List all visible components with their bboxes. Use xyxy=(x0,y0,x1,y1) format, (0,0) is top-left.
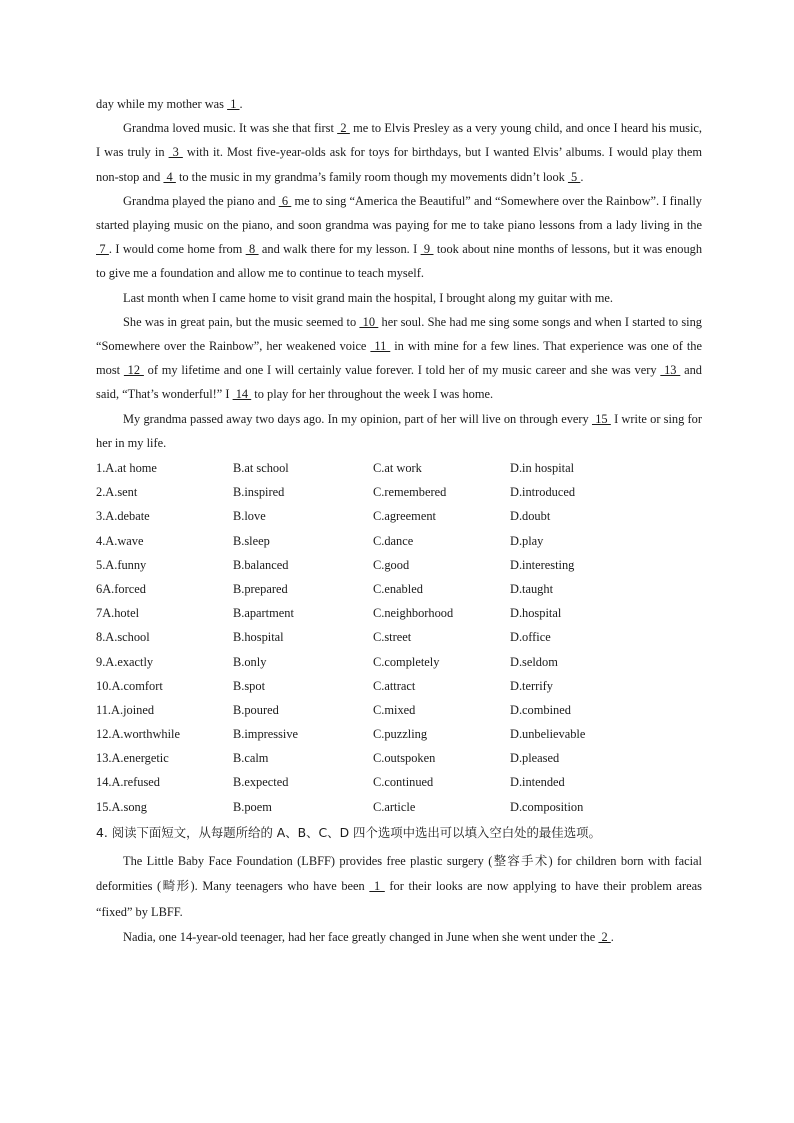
option-row xyxy=(96,601,702,625)
blank-1: 1 xyxy=(227,97,240,111)
document-page xyxy=(96,92,702,951)
blank-7: 7 xyxy=(96,242,109,257)
option-c: C.outspoken xyxy=(373,751,436,766)
option-d: D.hospital xyxy=(510,606,562,621)
option-b: B.expected xyxy=(233,775,289,790)
option-d: D.pleased xyxy=(510,751,560,766)
option-c: C.continued xyxy=(373,775,434,790)
option-c: C.article xyxy=(373,799,416,814)
option-row xyxy=(96,795,702,819)
option-c: C.street xyxy=(373,630,412,645)
option-d: D.unbelievable xyxy=(510,727,586,742)
option-b: B.inspired xyxy=(233,485,285,500)
option-b: B.hospital xyxy=(233,630,284,645)
option-a: 15.A.song xyxy=(96,799,147,814)
option-a: 3.A.debate xyxy=(96,509,150,524)
option-row xyxy=(96,722,702,746)
option-b: B.poem xyxy=(233,799,272,814)
passage-paragraph-3: Last month when I came home to visit grand main the hospital, I brought along my guitar with me. xyxy=(123,290,614,305)
blank-13: 13 xyxy=(660,363,681,378)
option-d: D.introduced xyxy=(510,485,576,500)
option-row xyxy=(96,650,702,674)
option-a: 10.A.comfort xyxy=(96,678,163,693)
option-d: D.office xyxy=(510,630,551,645)
option-row xyxy=(96,480,702,504)
option-a: 7A.hotel xyxy=(96,606,140,621)
option-b: B.only xyxy=(233,654,267,669)
section-4-paragraph-2: Nadia, one 14-year-old teenager, had her face greatly changed in June when she went under the 2 . xyxy=(123,930,614,945)
passage-paragraph-1: Grandma loved music. It was she that first 2 me to Elvis Presley as a very young child, and once I heard his music, I was truly in 3 with it. Most five-year-olds ask for toys for birthdays, but I wanted Elvis’ albums. I would play them non-stop and 4 to the music in my grandma’s family room though my movements didn’t look 5 . xyxy=(96,121,702,184)
option-row xyxy=(96,770,702,794)
option-row xyxy=(96,577,702,601)
blank-12: 12 xyxy=(123,363,144,378)
option-c: C.good xyxy=(373,557,410,572)
option-a: 11.A.joined xyxy=(96,702,155,717)
option-d: D.combined xyxy=(510,702,571,717)
passage-paragraph-2: Grandma played the piano and 6 me to sing “America the Beautiful” and “Somewhere over the Rainbow”. I finally started playing music on the piano, and soon grandma was paying for me to take piano lessons from a lady living in the 7 . I would come home from 8 and walk there for my lesson. I 9 took about nine months of lessons, but it was enough to give me a foundation and allow me to continue to teach myself. xyxy=(96,193,703,281)
option-d: D.terrify xyxy=(510,678,554,693)
option-b: B.sleep xyxy=(233,533,270,548)
option-b: B.poured xyxy=(233,702,279,717)
option-d: D.composition xyxy=(510,799,584,814)
option-row xyxy=(96,746,702,770)
section-4-paragraph-1: The Little Baby Face Foundation (LBFF) provides free plastic surgery (整容手术) for children born with facial deformities (畸形). Many teenagers who have been 1 for their looks are now applying to have their problem areas “fixed” by LBFF. xyxy=(96,853,702,919)
blank-s4-2: 2 xyxy=(598,930,611,945)
option-b: B.at school xyxy=(233,461,289,476)
option-a: 4.A.wave xyxy=(96,533,144,548)
passage-paragraph-4: She was in great pain, but the music seemed to 10 her soul. She had me sing some songs and when I started to sing “Somewhere over the Rainbow”, her weakened voice 11 in with mine for a few lines. That experience was one of the most 12 of my lifetime and one I will certainly value forever. I told her of my music career and she was very 13 and said, “That’s wonderful!” I 14 to play for her throughout the week I was home. xyxy=(96,314,702,402)
option-c: C.remembered xyxy=(373,485,447,500)
option-row xyxy=(96,456,702,480)
option-c: C.at work xyxy=(373,461,422,476)
blank-3: 3 xyxy=(168,145,183,160)
blank-s4-1: 1 xyxy=(369,879,385,894)
option-c: C.mixed xyxy=(373,702,416,717)
option-c: C.completely xyxy=(373,654,440,669)
blank-11: 11 xyxy=(370,339,391,354)
blank-4: 4 xyxy=(163,169,176,184)
option-b: B.spot xyxy=(233,678,266,693)
options-table xyxy=(96,456,702,819)
blank-5: 5 xyxy=(567,169,581,184)
option-a: 5.A.funny xyxy=(96,557,147,572)
blank-2: 2 xyxy=(337,121,350,136)
option-c: C.enabled xyxy=(373,581,423,596)
blank-8: 8 xyxy=(245,242,259,257)
option-row xyxy=(96,529,702,553)
blank-9: 9 xyxy=(420,242,434,257)
option-b: B.prepared xyxy=(233,581,288,596)
option-d: D.in hospital xyxy=(510,461,575,476)
option-a: 14.A.refused xyxy=(96,775,160,790)
option-a: 9.A.exactly xyxy=(96,654,154,669)
option-d: D.doubt xyxy=(510,509,551,524)
option-c: C.neighborhood xyxy=(373,606,454,621)
option-b: B.calm xyxy=(233,751,269,766)
option-row xyxy=(96,674,702,698)
option-a: 13.A.energetic xyxy=(96,751,169,766)
option-c: C.puzzling xyxy=(373,727,428,742)
section-4-heading: 4. 阅读下面短文，从每题所给的 A、B、C、D 四个选项中选出可以填入空白处的最佳选项。 xyxy=(96,824,601,840)
blank-6: 6 xyxy=(278,193,292,208)
blank-14: 14 xyxy=(232,387,252,402)
option-a: 2.A.sent xyxy=(96,485,138,500)
blank-15: 15 xyxy=(591,411,611,426)
option-d: D.seldom xyxy=(510,654,558,669)
option-b: B.apartment xyxy=(233,606,294,621)
option-c: C.dance xyxy=(373,533,414,548)
option-b: B.impressive xyxy=(233,727,299,742)
option-row xyxy=(96,698,702,722)
option-d: D.play xyxy=(510,533,544,548)
option-b: B.love xyxy=(233,509,266,524)
option-d: D.intended xyxy=(510,775,565,790)
option-c: C.agreement xyxy=(373,509,436,524)
blank-10: 10 xyxy=(359,314,379,329)
option-b: B.balanced xyxy=(233,557,289,572)
option-a: 8.A.school xyxy=(96,630,150,645)
option-row xyxy=(96,504,702,528)
option-a: 12.A.worthwhile xyxy=(96,727,180,742)
passage-paragraph-0: day while my mother was 1 . xyxy=(96,97,243,111)
option-c: C.attract xyxy=(373,678,416,693)
option-d: D.interesting xyxy=(510,557,575,572)
option-row xyxy=(96,625,702,649)
passage-paragraph-5: My grandma passed away two days ago. In my opinion, part of her will live on through every 15 I write or sing for her in my life. xyxy=(96,411,703,450)
option-a: 1.A.at home xyxy=(96,461,157,476)
option-d: D.taught xyxy=(510,581,554,596)
option-a: 6A.forced xyxy=(96,581,146,596)
option-row xyxy=(96,553,702,577)
